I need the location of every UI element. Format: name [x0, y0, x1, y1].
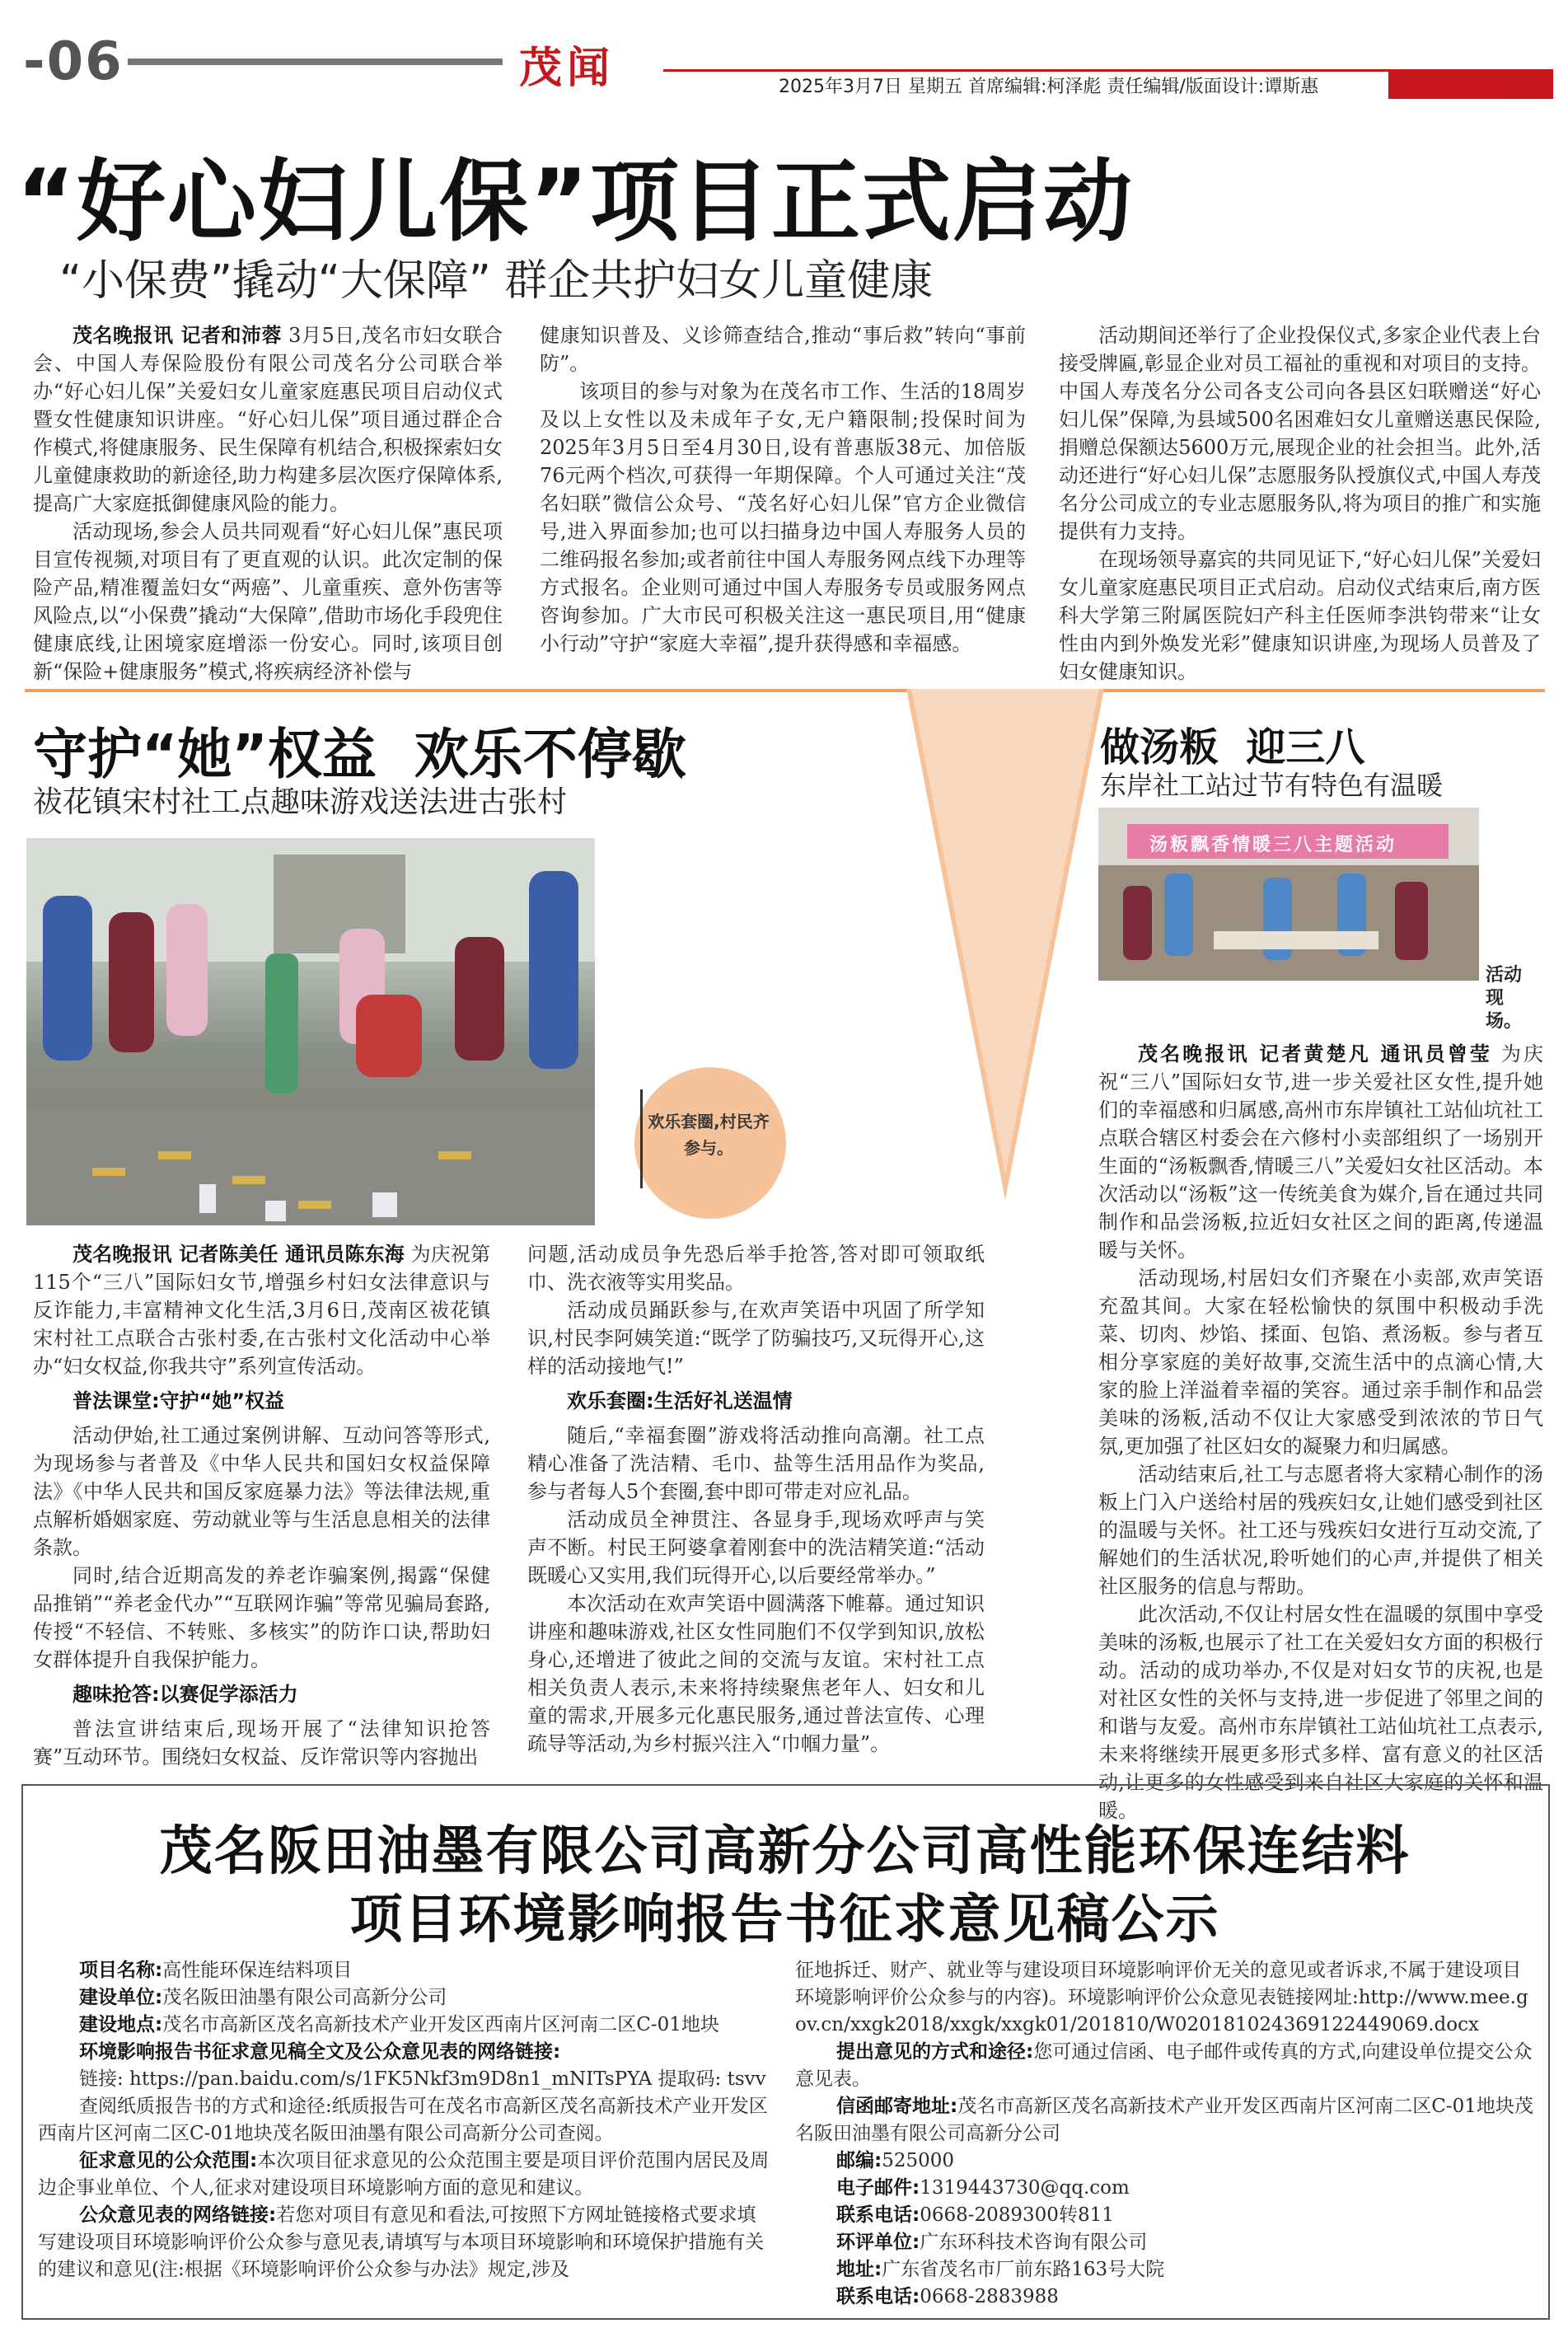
story3-caption: 活动现场。 — [1486, 965, 1523, 1032]
lead-col-3: 活动期间还举行了企业投保仪式,多家企业代表上台接受牌匾,彰显企业对员工福祉的重视和对项目的支持。中国人寿茂名分公司各支公司向各县区妇联赠送“好心妇儿保”保障,为县域500名困难妇女儿童赠送惠民保险,捐赠总保额达5600万元,展现企业的社会担当。此外,活动还进行“好心妇儿保”志愿服务队授旗仪式,中国人寿茂名分公司成立的专业志愿服务队,将为项目的推广和实施提供有力支持。 在现场领导嘉宾的共同见证下,“好心妇儿保”关爱妇女儿童家庭惠民项目正式启动。启动仪式结束后,南方医科大学第三附属医院妇产科主任医师李洪钧带来“让女性由内到外焕发光彩”健康知识讲座,为现场人员普及了妇女健康知识。 — [1059, 324, 1541, 683]
notice-col-left: 项目名称:高性能环保连结料项目 建设单位:茂名阪田油墨有限公司高新分公司 建设地点:茂名市高新区茂名高新技术产业开发区西南片区河南二区C-01地块 环境影响报告书征求意见稿全文及公众意见表的网络链接: 链接: https://pan.baidu.com/s/1FK5Nkf3m9D8n1_mNITsPYA 提取码: tsvv 查阅纸质报告书的方式和途径:纸质报告可在茂名市高新区茂名高新技术产业开发区西南片区河南二区C-01地块茂名阪田油墨有限公司高新分公司查阅。 征求意见的公众范围:本次项目征求意见的公众范围主要是项目评价范围内居民及周边企事业单位、个人,征求对建设项目环境影响方面的意见和建议。 公众意见表的网络链接:若您对项目有意见和看法,可按照下方网址链接格式要求填写建设项目环境影响评价公众参与意见表,请填写与本项目环境影响和环境保护措施有关的建议和意见(注:根据《环境影响评价公众参与办法》规定,涉及 — [38, 1960, 770, 2280]
header-rule-left — [128, 59, 503, 65]
story2-caption: 欢乐套圈,村民齐参与。 — [648, 1112, 770, 1158]
story3-body: 茂名晚报讯 记者黄楚凡 通讯员曾莹 为庆祝“三八”国际妇女节,进一步关爱社区女性,提升她们的幸福感和归属感,高州市东岸镇社工站仙坑社工点联合辖区村委会在六修村小卖部组织了一场别开生面的“汤粄飘香,情暖三八”关爱妇女社区活动。本次活动以“汤粄”这一传统美食为媒介,旨在通过共同制作和品尝汤粄,拉近妇女社区之间的距离,传递温暖与关怀。 活动现场,村居妇女们齐聚在小卖部,欢声笑语充盈其间。大家在轻松愉快的氛围中积极动手洗菜、切肉、炒馅、揉面、包馅、煮汤粄。参与者互相分享家庭的美好故事,交流生活中的点滴心情,大家的脸上洋溢着幸福的笑容。通过亲手制作和品尝美味的汤粄,活动不仅让大家感受到浓浓的节日气氛,更加强了社区妇女的凝聚力和归属感。 活动结束后,社工与志愿者将大家精心制作的汤粄上门入户送给村居的残疾妇女,让她们感受到社区的温暖与关怀。社工还与残疾妇女进行互动交流,了解她们的生活状况,聆听她们的心声,并提供了相关社区服务的信息与帮助。 此次活动,不仅让村居女性在温暖的氛围中享受美味的汤粄,也展示了社工在关爱妇女方面的积极行动。活动的成功举办,不仅是对妇女节的庆祝,也是对社区女性的关怀与支持,进一步促进了邻里之间的和谐与友爱。高州市东岸镇社工站仙坑社工点表示,未来将继续开展更多形式多样、富有意义的社区活动,让更多的女性感受到来自社区大家庭的关怀和温暖。 — [1098, 1042, 1543, 1822]
story2-col-1: 茂名晚报讯 记者陈美任 通讯员陈东海 为庆祝第115个“三八”国际妇女节,增强乡村妇女法律意识与反诈能力,丰富精神文化生活,3月6日,茂南区祓花镇宋村社工点联合古张村委,在古张村文化活动中心举办“妇女权益,你我共守”系列宣传活动。 普法课堂:守护“她”权益 活动伊始,社工通过案例讲解、互动问答等形式,为现场参与者普及《中华人民共和国妇女权益保障法》《中华人民共和国反家庭暴力法》等法律法规,重点解析婚姻家庭、劳动就业等与生活息息相关的法律条款。 同时,结合近期高发的养老诈骗案例,揭露“保健品推销”“养老金代办”“互联网诈骗”等常见骗局套路,传授“不轻信、不转账、多核实”的防诈口诀,帮助妇女群体提升自我保护能力。 趣味抢答:以赛促学添活力 普法宣讲结束后,现场开展了“法律知识抢答赛”互动环节。围绕妇女权益、反诈常识等内容抛出 — [33, 1243, 490, 1768]
story2-sub-1: 普法课堂:守护“她”权益 — [73, 1389, 285, 1412]
story2-photo — [26, 838, 595, 1225]
story3-subtitle: 东岸社工站过节有特色有温暖 — [1100, 770, 1444, 801]
page-number: -06 — [23, 31, 124, 92]
orange-triangle — [906, 689, 1104, 1200]
notice-title-2: 项目环境影响报告书征求意见稿公示 — [349, 1889, 1220, 1951]
story2-byline: 茂名晚报讯 记者陈美任 通讯员陈东海 — [73, 1243, 405, 1266]
lead-col-2: 健康知识普及、义诊筛查结合,推动“事后救”转向“事前防”。 该项目的参与对象为在茂名市工作、生活的18周岁及以上女性以及未成年子女,无户籍限制;投保时间为2025年3月5日至4月30日,设有普惠版38元、加倍版76元两个档次,可获得一年期保障。个人可通过关注“茂名妇联”微信公众号、“茂名好心妇儿保”官方企业微信号,进入界面参加;也可以扫描身边中国人寿服务人员的二维码报名参加;或者前往中国人寿服务网点线下办理等方式报名。企业则可通过中国人寿服务专员或服务网点咨询参加。广大市民可积极关注这一惠民项目,用“健康小行动”守护“家庭大幸福”,提升获得感和幸福感。 — [540, 324, 1026, 655]
lead-title: “好心妇儿保”项目正式启动 — [16, 151, 1134, 254]
lead-col-1: 茂名晚报讯 记者和沛蓉 3月5日,茂名市妇女联合会、中国人寿保险股份有限公司茂名分公司联合举办“好心妇儿保”关爱妇女儿童家庭惠民项目启动仪式暨女性健康知识讲座。“好心妇儿保”项目通过群企合作模式,将健康服务、民生保障有机结合,积极探索妇女儿童健康救助的新途径,助力构建多层次医疗保障体系,提高广大家庭抵御健康风险的能力。 活动现场,参会人员共同观看“好心妇儿保”惠民项目宣传视频,对项目有了更直观的认识。此次定制的保险产品,精准覆盖妇女“两癌”、儿童重疾、意外伤害等风险点,以“小保费”撬动“大保障”,借助市场化手段兜住健康底线,让困境家庭增添一份安心。同时,该项目创新“保险+健康服务”模式,将疾病经济补偿与 — [33, 324, 503, 683]
notice-col-right: 征地拆迁、财产、就业等与建设项目环境影响评价无关的意见或者诉求,不属于建设项目环境影响评价公众参与的内容)。环境影响评价公众意见表链接网址:http://www.mee.gov.cn/xxgk2018/xxgk/xxgk01/201810/W020181024369122449069.docx 提出意见的方式和途径:您可通过信函、电子邮件或传真的方式,向建设单位提交公众意见表。 信函邮寄地址:茂名市高新区茂名高新技术产业开发区西南片区河南二区C-01地块茂名阪田油墨有限公司高新分公司 邮编:525000 电子邮件:1319443730@qq.com 联系电话:0668-2089300转811 环评单位:广东环科技术咨询有限公司 地址:广东省茂名市厂前东路163号大院 联系电话:0668-2883988 — [795, 1960, 1533, 2307]
lead-subtitle: “小保费”撬动“大保障” 群企共护妇女儿童健康 — [59, 256, 934, 306]
story2-sub-3: 欢乐套圈:生活好礼送温情 — [567, 1389, 793, 1412]
story3-byline: 茂名晚报讯 记者黄楚凡 通讯员曾莹 — [1138, 1042, 1493, 1066]
story2-title: 守护“她”权益 欢乐不停歇 — [33, 723, 686, 786]
story2-subtitle: 祓花镇宋村社工点趣味游戏送法进古张村 — [33, 785, 568, 819]
story2-col-2: 问题,活动成员争先恐后举手抢答,答对即可领取纸巾、洗衣液等实用奖品。 活动成员踊跃参与,在欢声笑语中巩固了所学知识,村民李阿姨笑道:“既学了防骗技巧,又玩得开心,这样的活动接地气!” 欢乐套圈:生活好礼送温情 随后,“幸福套圈”游戏将活动推向高潮。社工点精心准备了洗洁精、毛巾、盐等生活用品作为奖品,参与者每人5个套圈,套中即可带走对应礼品。 活动成员全神贯注、各显身手,现场欢呼声与笑声不断。村民王阿婆拿着刚套中的洗洁精笑道:“活动既暖心又实用,我们玩得开心,以后要经常举办。” 本次活动在欢声笑语中圆满落下帷幕。通过知识讲座和趣味游戏,社区女性同胞们不仅学到知识,放松身心,还增进了彼此之间的交流与友谊。宋村社工点相关负责人表示,未来将持续聚焦老年人、妇女和儿童的需求,开展多元化惠民服务,通过普法宣传、心理疏导等活动,为乡村振兴注入“巾帼力量”。 — [527, 1243, 985, 1755]
story2-sub-2: 趣味抢答:以赛促学添活力 — [73, 1683, 298, 1706]
story3-banner: 汤粄飘香情暖三八主题活动 — [1149, 835, 1397, 855]
story3-title: 做汤粄 迎三八 — [1100, 724, 1365, 771]
header-info: 2025年3月7日 星期五 首席编辑:柯泽彪 责任编辑/版面设计:谭斯惠 — [779, 77, 1319, 97]
notice-title-1: 茂名阪田油墨有限公司高新分公司高性能环保连结料 — [159, 1820, 1411, 1882]
lead-byline: 茂名晚报讯 记者和沛蓉 — [73, 324, 283, 347]
orange-rule — [25, 689, 1545, 692]
masthead-logo: 茂名晚报 — [1397, 73, 1495, 101]
story2-photo-scene — [26, 838, 595, 1225]
section-name: 茂闻 — [519, 43, 615, 93]
